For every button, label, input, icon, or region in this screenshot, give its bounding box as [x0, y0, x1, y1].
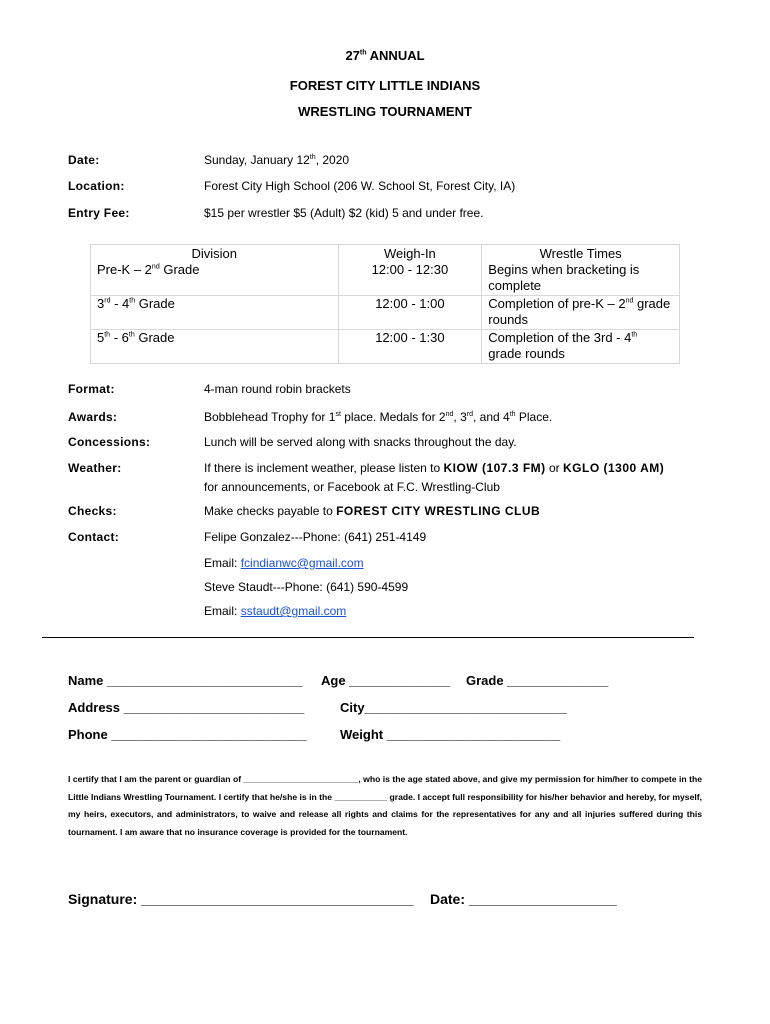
title-line-1: 27th ANNUAL: [345, 48, 425, 63]
wrestle-times-cell: [482, 330, 680, 364]
weigh-in-time: 12:00 - 12:30: [371, 262, 449, 277]
weigh-in-header: Weigh-In: [384, 246, 436, 261]
division-cell: [91, 245, 339, 296]
phone-field[interactable]: Phone ___________________________: [68, 727, 307, 742]
signature-date-field[interactable]: Date: ___________________: [430, 891, 617, 907]
format-label: Format:: [68, 382, 115, 396]
concessions-value: Lunch will be served along with snacks throughout the day.: [204, 435, 517, 449]
location-label: Location:: [68, 179, 125, 193]
table-row: [91, 330, 680, 364]
wrestle-time: Completion of pre-K – 2nd grade rounds: [488, 296, 671, 327]
location-value: Forest City High School (206 W. School St, Forest City, IA): [204, 179, 516, 193]
weigh-in-cell: [338, 330, 482, 364]
weather-value-line-2: for announcements, or Facebook at F.C. Wrestling-Club: [204, 480, 500, 494]
contact-1: Felipe Gonzalez---Phone: (641) 251-4149: [204, 530, 427, 544]
contact-label: Contact:: [68, 530, 120, 544]
signature-field[interactable]: Signature: ___________________________________: [68, 891, 414, 907]
wrestle-times-header: Wrestle Times: [539, 246, 622, 261]
division-name: 3rd - 4th Grade: [97, 296, 175, 311]
division-cell: [91, 296, 339, 330]
checks-label: Checks:: [68, 504, 117, 518]
email-link-1[interactable]: fcindianwc@gmail.com: [240, 556, 364, 570]
date-label: Date:: [68, 153, 100, 167]
entry-fee-label: Entry Fee:: [68, 206, 130, 220]
title-line-2: FOREST CITY LITTLE INDIANS: [289, 78, 481, 93]
divider: [42, 637, 694, 638]
concessions-label: Concessions:: [68, 435, 151, 449]
date-value: Sunday, January 12th, 2020: [204, 153, 350, 167]
wrestle-time: Begins when bracketing is complete: [488, 262, 640, 293]
weigh-in-cell: [338, 245, 482, 296]
awards-value: Bobblehead Trophy for 1st place. Medals for 2nd, 3rd, and 4th Place.: [204, 410, 553, 424]
age-field[interactable]: Age ______________: [321, 673, 451, 688]
division-cell: [91, 330, 339, 364]
email-link-2[interactable]: sstaudt@gmail.com: [240, 604, 347, 618]
certification-text: I certify that I am the parent or guardian of ________________________, who is the age stated above, and give my permission for him/her to compete in the Little Indians Wrestling Tournament. I certify that he/she is in the ___________ grade. I accept full responsibility for his/her behavior and hereby, for myself, my heirs, executors, and administrators, to waive and release all rights and claims for the representatives for any and all injuries suffered during this tournament. I am aware that no insurance coverage is provided for the tournament.: [68, 774, 702, 837]
division-name: Pre-K – 2nd Grade: [97, 262, 200, 277]
weigh-in-cell: [338, 296, 482, 330]
wrestle-times-cell: [482, 296, 680, 330]
wrestle-times-cell: [482, 245, 680, 296]
format-value: 4-man round robin brackets: [204, 382, 351, 396]
title-line-3: WRESTLING TOURNAMENT: [298, 104, 472, 119]
entry-fee-value: $15 per wrestler $5 (Adult) $2 (kid) 5 and under free.: [204, 206, 484, 220]
wrestle-time: Completion of the 3rd - 4th grade rounds: [488, 330, 638, 361]
weather-label: Weather:: [68, 461, 122, 475]
division-name: 5th - 6th Grade: [97, 330, 175, 345]
table-row: [91, 296, 680, 330]
table-row: [91, 245, 680, 296]
address-field[interactable]: Address _________________________: [68, 700, 305, 715]
contact-2-email: Email: sstaudt@gmail.com: [204, 604, 347, 618]
awards-label: Awards:: [68, 410, 118, 424]
division-header: Division: [191, 246, 238, 261]
weather-value: If there is inclement weather, please listen to KIOW (107.3 FM) or KGLO (1300 AM): [204, 461, 665, 475]
weigh-in-time: 12:00 - 1:30: [375, 330, 445, 345]
name-field[interactable]: Name ___________________________: [68, 673, 303, 688]
grade-field[interactable]: Grade ______________: [466, 673, 609, 688]
weigh-in-time: 12:00 - 1:00: [375, 296, 445, 311]
contact-1-email: Email: fcindianwc@gmail.com: [204, 556, 364, 570]
checks-value: Make checks payable to FOREST CITY WRESTLING CLUB: [204, 504, 541, 518]
contact-2: Steve Staudt---Phone: (641) 590-4599: [204, 580, 409, 594]
divisions-table: [90, 244, 680, 364]
weight-field[interactable]: Weight ________________________: [340, 727, 561, 742]
city-field[interactable]: City____________________________: [340, 700, 567, 715]
